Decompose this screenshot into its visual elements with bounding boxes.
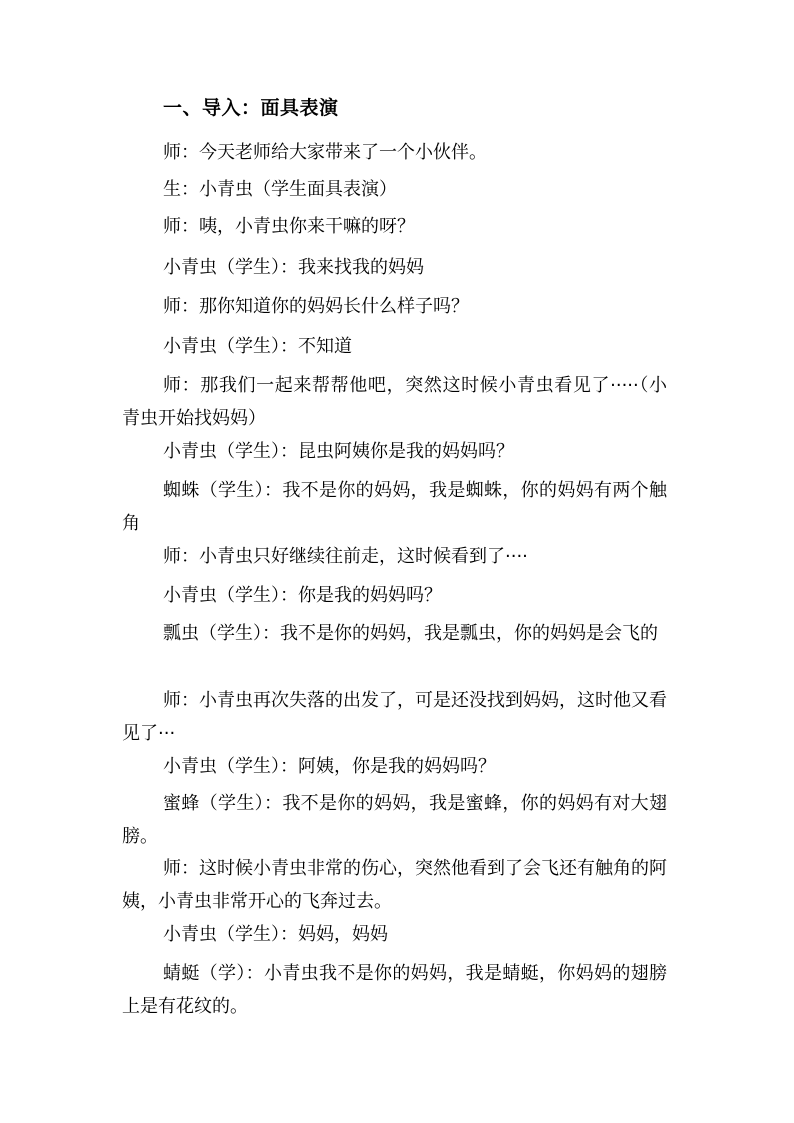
paragraph: 师：今天老师给大家带来了一个小伙伴。 [163, 142, 487, 163]
paragraph: 瓢虫（学生）：我不是你的妈妈，我是瓢虫，你的妈妈是会飞的 [163, 623, 658, 644]
paragraph: 师：那我们一起来帮帮他吧，突然这时候小青虫看见了·····（小青虫开始找妈妈） [122, 375, 667, 429]
paragraph: 小青虫（学生）：你是我的妈妈吗？ [163, 585, 442, 606]
paragraph: 小青虫（学生）：我来找我的妈妈 [163, 257, 424, 278]
paragraph: 小青虫（学生）：不知道 [163, 336, 352, 357]
paragraph: 师：小青虫只好继续往前走，这时候看到了···· [163, 546, 528, 567]
paragraph: 师：小青虫再次失落的出发了，可是还没找到妈妈，这时他又看见了··· [122, 690, 667, 744]
paragraph: 蜘蛛（学生）：我不是你的妈妈，我是蜘蛛，你的妈妈有两个触角 [122, 480, 667, 534]
section-heading: 一、导入：面具表演 [163, 97, 339, 119]
paragraph: 蜻蜓（学）：小青虫我不是你的妈妈，我是蜻蜓，你妈妈的翅膀上是有花纹的。 [122, 963, 667, 1017]
paragraph: 师：这时候小青虫非常的伤心，突然他看到了会飞还有触角的阿姨，小青虫非常开心的飞奔过去。 [122, 858, 667, 912]
paragraph: 小青虫（学生）：昆虫阿姨你是我的妈妈吗？ [163, 441, 514, 462]
paragraph: 小青虫（学生）：阿姨，你是我的妈妈吗？ [163, 756, 496, 777]
paragraph: 小青虫（学生）：妈妈，妈妈 [163, 924, 388, 945]
paragraph: 蜜蜂（学生）：我不是你的妈妈，我是蜜蜂，你的妈妈有对大翅膀。 [122, 793, 667, 847]
paragraph: 师：那你知道你的妈妈长什么样子吗？ [163, 296, 469, 317]
paragraph: 生：小青虫（学生面具表演） [163, 179, 397, 200]
paragraph: 师：咦，小青虫你来干嘛的呀？ [163, 216, 415, 237]
